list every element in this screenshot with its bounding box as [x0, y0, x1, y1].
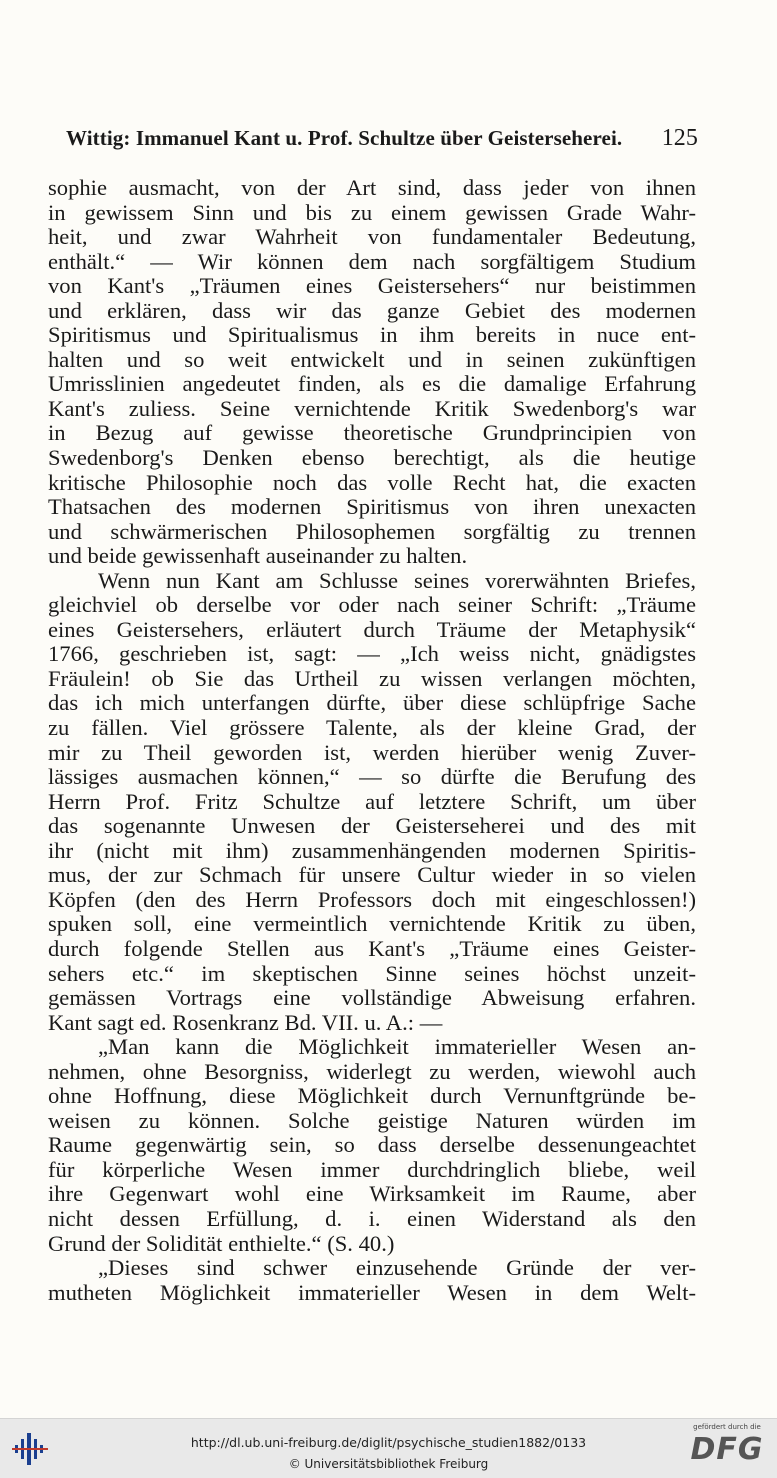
text-line: Kant's zuliess. Seine vernichtende Kritik Swedenborg's war: [48, 395, 696, 421]
footer-copyright: © Universitätsbibliothek Freiburg: [288, 1457, 489, 1471]
text-line: Wenn nun Kant am Schlusse seines vorerwähnten Briefes,: [98, 567, 696, 593]
page-number: 125: [661, 125, 698, 151]
text-line: Fräulein! ob Sie das Urtheil zu wissen verlangen möchten,: [48, 665, 696, 691]
footer-url-link[interactable]: http://dl.ub.uni-freiburg.de/diglit/psychische_studien1882/0133: [190, 1435, 587, 1450]
text-line: sophie ausmacht, von der Art sind, dass jeder von ihnen: [48, 175, 696, 200]
text-line: durch folgende Stellen aus Kant's „Träume eines Geister-: [48, 935, 696, 961]
text-line: lässiges ausmachen können,“ — so dürfte die Berufung des: [48, 764, 696, 790]
text-line: ohne Hoffnung, diese Möglichkeit durch Vernunftgründe be-: [48, 1083, 696, 1109]
dfg-logo[interactable]: [687, 1423, 767, 1475]
text-line: heit, und zwar Wahrheit von fundamentaler Bedeutung,: [48, 224, 696, 250]
text-line: Umrisslinien angedeutet finden, als es die damalige Erfahrung: [48, 371, 696, 397]
text-line: nehmen, ohne Besorgniss, widerlegt zu werden, wiewohl auch: [48, 1058, 696, 1084]
text-line: enthält.“ — Wir können dem nach sorgfältigem Studium: [48, 248, 696, 274]
text-line: nicht dessen Erfüllung, d. i. einen Widerstand als den: [48, 1205, 696, 1231]
footer-bar: [0, 1418, 777, 1478]
text-line: das sogenannte Unwesen der Geisterseherei und des mit: [48, 813, 696, 839]
text-line: eines Geistersehers, erläutert durch Träume der Metaphysik“: [48, 616, 696, 642]
text-line: sehers etc.“ im skeptischen Sinne seines höchst unzeit-: [48, 960, 696, 986]
text-line: spuken soll, eine vermeintlich vernichtende Kritik zu üben,: [48, 911, 696, 937]
text-line: zu fällen. Viel grössere Talente, als der kleine Grad, der: [48, 715, 696, 741]
text-line: das ich mich unterfangen dürfte, über diese schlüpfrige Sache: [48, 690, 696, 716]
text-line: Swedenborg's Denken ebenso berechtigt, als die heutige: [48, 445, 696, 471]
text-line: 1766, geschrieben ist, sagt: — „Ich weiss nicht, gnädigstes: [48, 641, 696, 667]
dfg-logo-icon: DFG: [690, 1432, 764, 1467]
running-header: [66, 125, 698, 155]
text-line: Thatsachen des modernen Spiritismus von ihren unexacten: [48, 494, 696, 520]
text-line: mutheten Möglichkeit immaterieller Wesen in dem Welt-: [48, 1279, 696, 1305]
text-line: und schwärmerischen Philosophemen sorgfältig zu trennen: [48, 518, 696, 544]
text-line: Herrn Prof. Fritz Schultze auf letztere Schrift, um über: [48, 788, 696, 814]
text-line: kritische Philosophie noch das volle Recht hat, die exacten: [48, 469, 696, 495]
text-line: in gewissem Sinn und bis zu einem gewissen Grade Wahr-: [48, 199, 696, 225]
text-line: „Dieses sind schwer einzusehende Gründe der ver-: [98, 1255, 696, 1281]
text-line: weisen zu können. Solche geistige Naturen würden im: [48, 1107, 696, 1133]
text-line: ihr (nicht mit ihm) zusammenhängenden modernen Spiritis-: [48, 837, 696, 863]
text-line: mir zu Theil geworden ist, werden hierüber wenig Zuver-: [48, 739, 696, 765]
dfg-caption: gefördert durch die: [693, 1423, 761, 1431]
body-text: [48, 176, 696, 1305]
text-line: mus, der zur Schmach für unsere Cultur wieder in so vielen: [48, 862, 696, 888]
text-line: gleichviel ob derselbe vor oder nach seiner Schrift: „Träume: [48, 592, 696, 618]
text-line: gemässen Vortrags eine vollständige Abweisung erfahren.: [48, 985, 696, 1011]
text-line: und beide gewissenhaft auseinander zu halten.: [48, 543, 468, 569]
text-line: Köpfen (den des Herrn Professors doch mit eingeschlossen!): [48, 886, 696, 912]
text-line: Grund der Solidität enthielte.“ (S. 40.): [48, 1230, 395, 1256]
text-line: und erklären, dass wir das ganze Gebiet des modernen: [48, 297, 696, 323]
text-line: Kant sagt ed. Rosenkranz Bd. VII. u. A.: —: [48, 1009, 443, 1035]
text-line: „Man kann die Möglichkeit immaterieller Wesen an-: [98, 1034, 696, 1060]
text-line: in Bezug auf gewisse theoretische Grundprincipien von: [48, 420, 696, 446]
running-title: Wittig: Immanuel Kant u. Prof. Schultze über Geisterseherei.: [66, 126, 623, 150]
text-line: Spiritismus und Spiritualismus in ihm bereits in nuce ent-: [48, 322, 696, 348]
text-line: Raume gegenwärtig sein, so dass derselbe dessenungeachtet: [48, 1132, 696, 1158]
text-line: halten und so weit entwickelt und in seinen zukünftigen: [48, 346, 696, 372]
text-line: für körperliche Wesen immer durchdringlich bliebe, weil: [48, 1156, 696, 1182]
text-line: ihre Gegenwart wohl eine Wirksamkeit im Raume, aber: [48, 1181, 696, 1207]
text-line: von Kant's „Träumen eines Geistersehers“ nur beistimmen: [48, 273, 696, 299]
